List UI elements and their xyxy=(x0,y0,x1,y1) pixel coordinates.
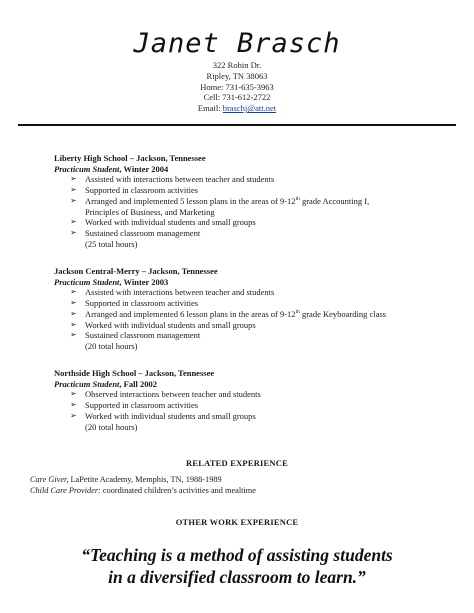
school-name: Liberty High School – Jackson, Tennessee xyxy=(54,153,206,163)
address-line-1: 322 Robin Dr. xyxy=(212,60,262,70)
hours-note: (20 total hours) xyxy=(85,421,138,432)
duties-list xyxy=(54,287,434,351)
quote-line-2: in a diversified classroom to learn.” xyxy=(108,567,366,587)
arrow-bullet-icon: ➢ xyxy=(70,195,77,205)
duties-list xyxy=(54,174,434,249)
arrow-bullet-icon: ➢ xyxy=(70,287,77,297)
cell-phone: Cell: 731-612-2722 xyxy=(203,92,271,103)
duties-list xyxy=(54,389,434,432)
role-title: Practicum Student xyxy=(54,163,120,174)
arrow-bullet-icon: ➢ xyxy=(70,410,77,420)
role-title: Practicum Student xyxy=(54,378,120,389)
hours-note: (25 total hours) xyxy=(85,238,138,249)
role-title: Practicum Student xyxy=(54,276,120,287)
experience-jackson-central xyxy=(54,266,434,352)
role-line xyxy=(54,379,434,390)
arrow-bullet-icon: ➢ xyxy=(70,217,77,227)
list-item: ➢ Supported in classroom activities xyxy=(70,298,199,309)
arrow-bullet-icon: ➢ xyxy=(70,330,77,340)
address-line-2: Ripley, TN 38063 xyxy=(206,70,268,81)
school-name: Northside High School – Jackson, Tennessee xyxy=(54,368,215,378)
email-label: Email: xyxy=(197,103,223,114)
list-item: ➢ Worked with individual students and small groups xyxy=(70,217,256,228)
related-role: Child Care Provider: xyxy=(30,485,101,495)
list-item: ➢ Assisted with interactions between teacher and students xyxy=(70,174,275,185)
arrow-bullet-icon: ➢ xyxy=(70,174,77,184)
arrow-bullet-icon: ➢ xyxy=(70,308,77,318)
list-item: ➢ Worked with individual students and small groups xyxy=(70,410,256,421)
arrow-bullet-icon: ➢ xyxy=(70,185,77,195)
experience-northside xyxy=(54,368,434,432)
role-term: , Winter 2004 xyxy=(119,163,169,174)
list-item: ➢ Arranged and implemented 5 lesson plans in the areas of 9-12th grade Accounting I, Principles of Business, and Marketing xyxy=(70,195,370,217)
quote-line-1: “Teaching is a method of assisting students xyxy=(81,545,393,565)
related-experience-heading: RELATED EXPERIENCE xyxy=(186,458,288,468)
applicant-name: Janet Brasch xyxy=(133,28,341,59)
list-item: ➢ Supported in classroom activities xyxy=(70,400,199,411)
related-role: Care Giver, xyxy=(30,475,69,484)
related-experience-list xyxy=(30,475,450,496)
email-line xyxy=(0,103,474,114)
email-link[interactable]: braschj@att.net xyxy=(222,103,277,114)
list-item: ➢ Arranged and implemented 6 lesson plans in the areas of 9-12th grade Keyboarding class xyxy=(70,308,386,319)
related-item: Care Giver, LaPetite Academy, Memphis, TN, 1988-1989 xyxy=(30,475,222,484)
list-item: ➢ Sustained classroom management xyxy=(70,227,201,238)
role-term: , Winter 2003 xyxy=(119,276,169,287)
role-term: , Fall 2002 xyxy=(119,378,157,389)
related-item: Child Care Provider: coordinated children’s activities and mealtime xyxy=(30,485,256,495)
role-line xyxy=(54,277,434,288)
other-work-experience-heading: OTHER WORK EXPERIENCE xyxy=(175,517,299,527)
experience-liberty xyxy=(54,153,434,249)
teaching-quote xyxy=(0,544,474,588)
list-item: ➢ Sustained classroom management xyxy=(70,330,201,341)
list-item: ➢ Assisted with interactions between teacher and students xyxy=(70,287,275,298)
role-line xyxy=(54,164,434,175)
list-item: ➢ Observed interactions between teacher and students xyxy=(70,389,261,400)
arrow-bullet-icon: ➢ xyxy=(70,389,77,399)
school-name: Jackson Central-Merry – Jackson, Tennessee xyxy=(54,266,218,276)
arrow-bullet-icon: ➢ xyxy=(70,298,77,308)
contact-block xyxy=(0,60,474,114)
arrow-bullet-icon: ➢ xyxy=(70,400,77,410)
hours-note: (20 total hours) xyxy=(85,340,138,351)
list-item: ➢ Supported in classroom activities xyxy=(70,185,199,196)
header-divider xyxy=(18,124,456,126)
arrow-bullet-icon: ➢ xyxy=(70,319,77,329)
home-phone: Home: 731-635-3963 xyxy=(200,81,274,92)
arrow-bullet-icon: ➢ xyxy=(70,227,77,237)
list-item: ➢ Worked with individual students and small groups xyxy=(70,319,256,330)
